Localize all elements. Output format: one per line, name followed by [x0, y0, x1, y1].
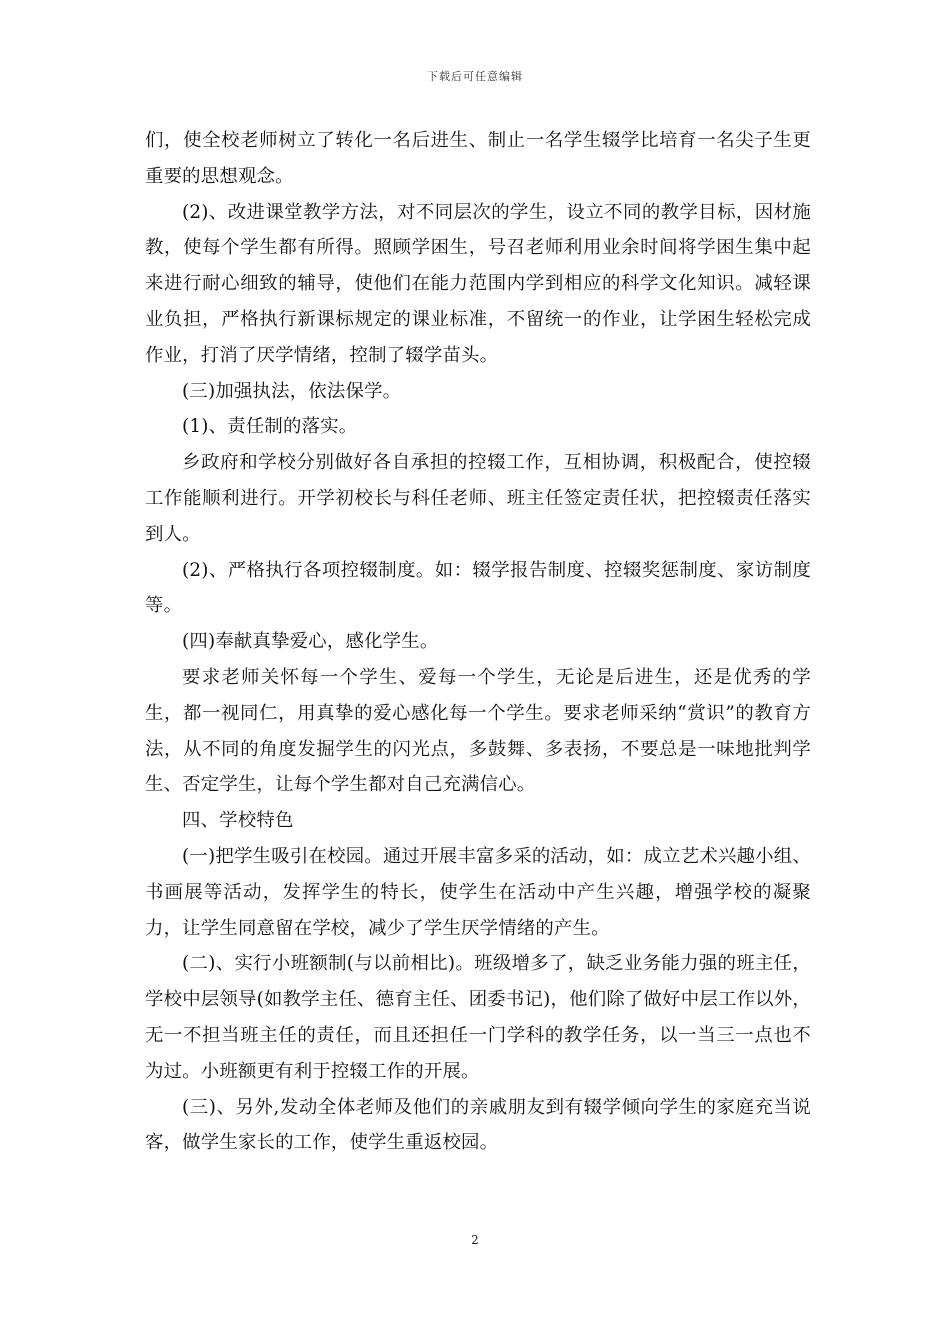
document-body	[145, 123, 811, 1161]
paragraph: (2)、严格执行各项控辍制度。如：辍学报告制度、控辍奖惩制度、家访制度等。	[145, 559, 811, 617]
paragraph: (四)奉献真挚爱心，感化学生。	[182, 631, 439, 653]
paragraph: 乡政府和学校分别做好各自承担的控辍工作，互相协调，积极配合，使控辍工作能顺利进行。开学初校长与科任老师、班主任签定责任状，把控辍责任落实到人。	[145, 452, 811, 545]
page-header: 下载后可任意编辑	[427, 70, 523, 83]
paragraph: (三)、另外,发动全体老师及他们的亲戚朋友到有辍学倾向学生的家庭充当说客，做学生家长的工作，使学生重返校园。	[145, 1096, 811, 1154]
paragraph: (三)加强执法，依法保学。	[182, 380, 402, 402]
paragraph: (1)、责任制的落实。	[182, 416, 358, 438]
paragraph: 要求老师关怀每一个学生、爱每一个学生，无论是后进生，还是优秀的学生，都一视同仁，用真挚的爱心感化每一个学生。要求老师采纳“赏识”的教育方法，从不同的角度发掘学生的闪光点，多鼓舞、多表扬，不要总是一味地批判学生、否定学生，让每个学生都对自己充满信心。	[145, 666, 811, 796]
paragraph: 们，使全校老师树立了转化一名后进生、制止一名学生辍学比培育一名尖子生更重要的思想观念。	[145, 130, 811, 187]
paragraph: (2)、改进课堂教学方法，对不同层次的学生，设立不同的教学目标，因材施教，使每个学生都有所得。照顾学困生，号召老师利用业余时间将学困生集中起来进行耐心细致的辅导，使他们在能力范围内学到相应的科学文化知识。减轻课业负担，严格执行新课标规定的课业标准，不留统一的作业，让学困生轻松完成作业，打消了厌学情绪，控制了辍学苗头。	[145, 201, 811, 366]
paragraph: (一)把学生吸引在校园。通过开展丰富多采的活动，如：成立艺术兴趣小组、书画展等活动，发挥学生的特长，使学生在活动中产生兴趣，增强学校的凝聚力，让学生同意留在学校，减少了学生厌学情绪的产生。	[145, 845, 811, 939]
paragraph: (二)、实行小班额制(与以前相比)。班级增多了，缺乏业务能力强的班主任，学校中层领导(如教学主任、德育主任、团委书记)，他们除了做好中层工作以外，无一不担当班主任的责任，而且还担任一门学科的教学任务，以一当三一点也不为过。小班额更有利于控辍工作的开展。	[145, 953, 811, 1082]
page-number: 2	[471, 1233, 479, 1247]
paragraph: 四、学校特色	[182, 810, 294, 832]
